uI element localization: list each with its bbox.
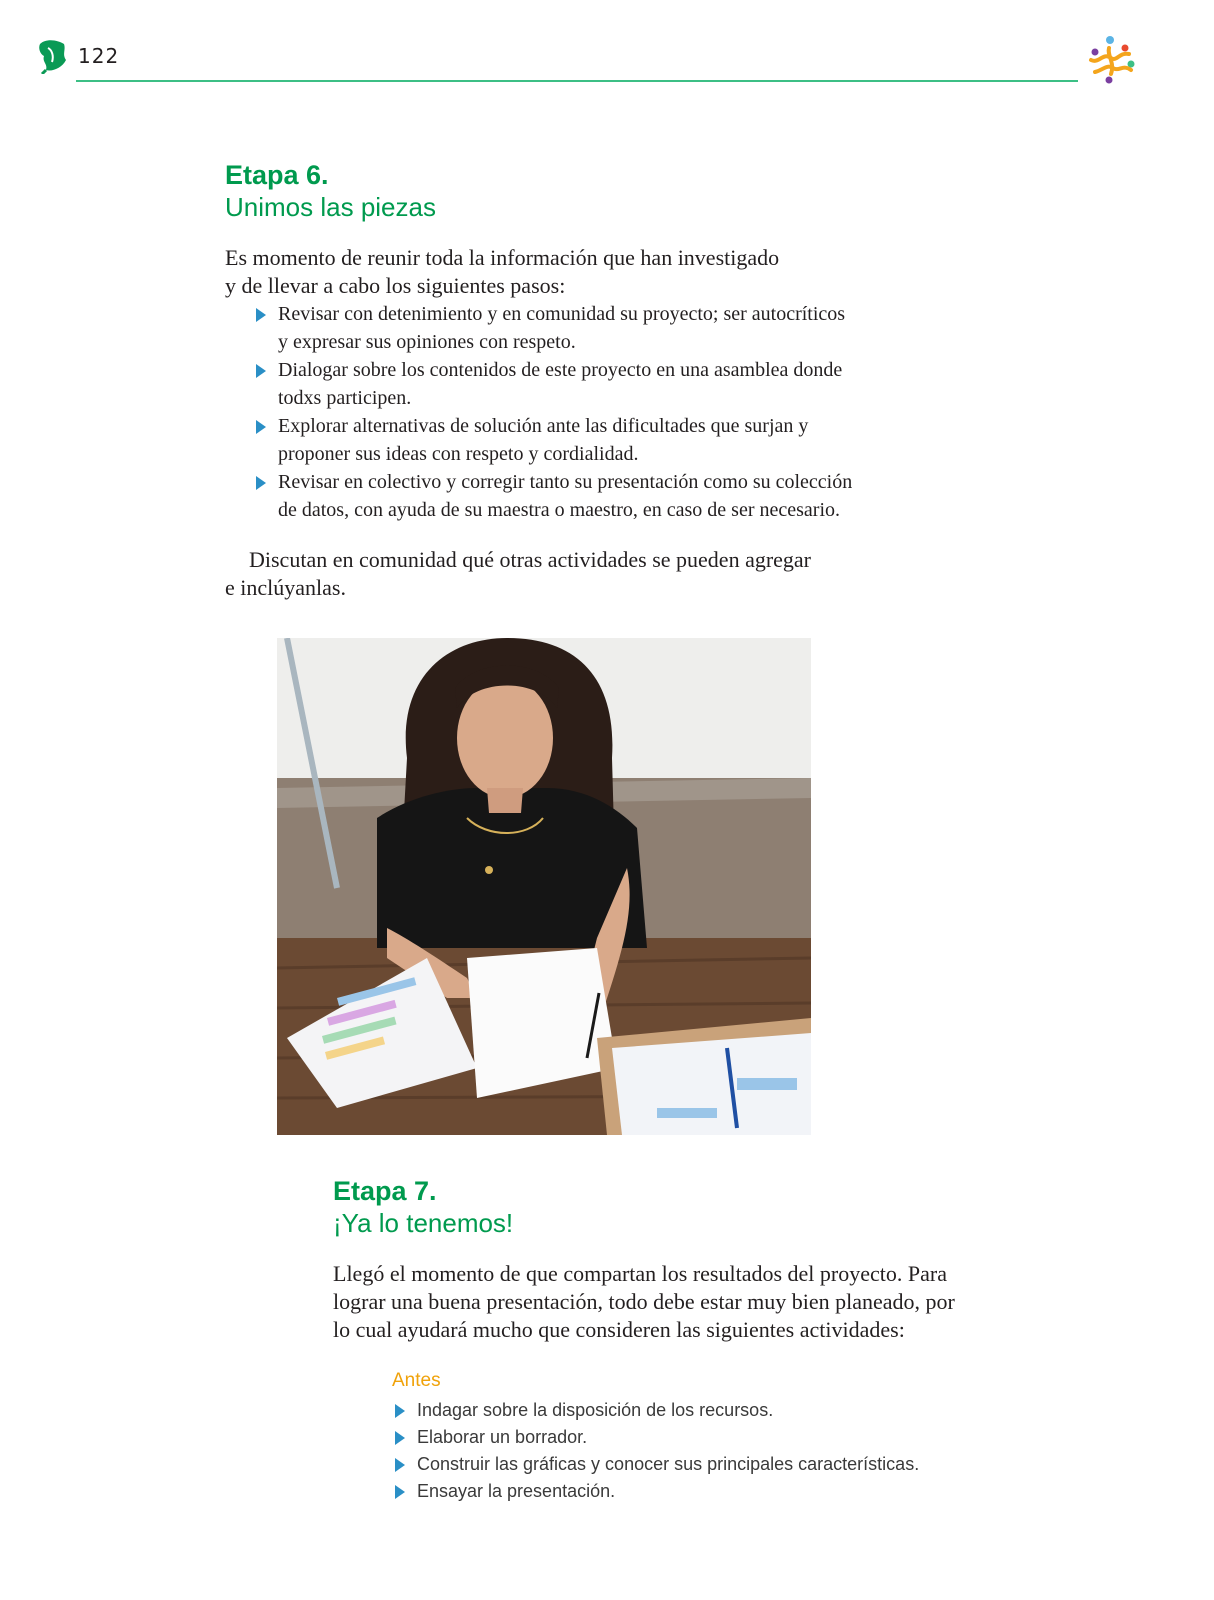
step-line: y expresar sus opiniones con respeto.	[278, 331, 576, 353]
step-line: todxs participen.	[278, 387, 412, 409]
list-item	[391, 1451, 991, 1478]
stage6-closing-line2: e inclúyanlas.	[225, 575, 346, 600]
stage6-steps-list	[252, 300, 932, 524]
antes-item: Ensayar la presentación.	[417, 1481, 616, 1501]
stage7-subtitle: ¡Ya lo tenemos!	[333, 1208, 514, 1238]
header-divider	[76, 80, 1078, 82]
bullet-triangle-icon	[256, 364, 266, 378]
stage6-subtitle: Unimos las piezas	[225, 192, 436, 222]
antes-item: Elaborar un borrador.	[417, 1427, 588, 1447]
stage6-closing	[225, 546, 925, 602]
step-line: Revisar con detenimiento y en comunidad su proyecto; ser autocríticos	[278, 303, 846, 325]
dancing-figure-icon	[1085, 34, 1139, 86]
bullet-triangle-icon	[256, 308, 266, 322]
bullet-triangle-icon	[395, 1485, 405, 1499]
list-item	[391, 1397, 991, 1424]
stage7-intro-line1: Llegó el momento de que compartan los resultados del proyecto. Para	[333, 1261, 947, 1286]
list-item	[391, 1478, 991, 1505]
list-item	[252, 468, 932, 524]
stage6-title: Etapa 6.	[225, 160, 329, 190]
stage6-closing-line1: Discutan en comunidad qué otras actividades se pueden agregar	[249, 547, 812, 572]
list-item	[391, 1424, 991, 1451]
antes-item: Construir las gráficas y conocer sus principales características.	[417, 1454, 920, 1474]
stage6-intro-line1: Es momento de reunir toda la información que han investigado	[225, 245, 780, 270]
list-item	[252, 300, 932, 356]
stage7-title: Etapa 7.	[333, 1176, 437, 1206]
stage6-intro-line2: y de llevar a cabo los siguientes pasos:	[225, 273, 566, 298]
step-line: proponer sus ideas con respeto y cordialidad.	[278, 443, 639, 465]
step-line: Revisar en colectivo y corregir tanto su presentación como su colección	[278, 471, 853, 493]
page-header	[0, 0, 1214, 100]
step-line: Dialogar sobre los contenidos de este proyecto en una asamblea donde	[278, 359, 843, 381]
leaf-logo-icon	[36, 38, 68, 74]
stage7-intro-line2: lograr una buena presentación, todo debe estar muy bien planeado, por	[333, 1289, 955, 1314]
list-item	[252, 412, 932, 468]
stage7-intro	[333, 1260, 1013, 1344]
stage6-intro	[225, 244, 925, 300]
student-working-photo	[277, 638, 811, 1135]
antes-item: Indagar sobre la disposición de los recursos.	[417, 1400, 774, 1420]
antes-list	[391, 1397, 991, 1505]
bullet-triangle-icon	[395, 1458, 405, 1472]
list-item	[252, 356, 932, 412]
antes-label: Antes	[392, 1370, 441, 1391]
step-line: Explorar alternativas de solución ante las dificultades que surjan y	[278, 415, 809, 437]
bullet-triangle-icon	[395, 1404, 405, 1418]
stage7-intro-line3: lo cual ayudará mucho que consideren las siguientes actividades:	[333, 1317, 905, 1342]
bullet-triangle-icon	[395, 1431, 405, 1445]
bullet-triangle-icon	[256, 476, 266, 490]
page-number: 122	[78, 44, 120, 68]
step-line: de datos, con ayuda de su maestra o maestro, en caso de ser necesario.	[278, 499, 841, 521]
bullet-triangle-icon	[256, 420, 266, 434]
